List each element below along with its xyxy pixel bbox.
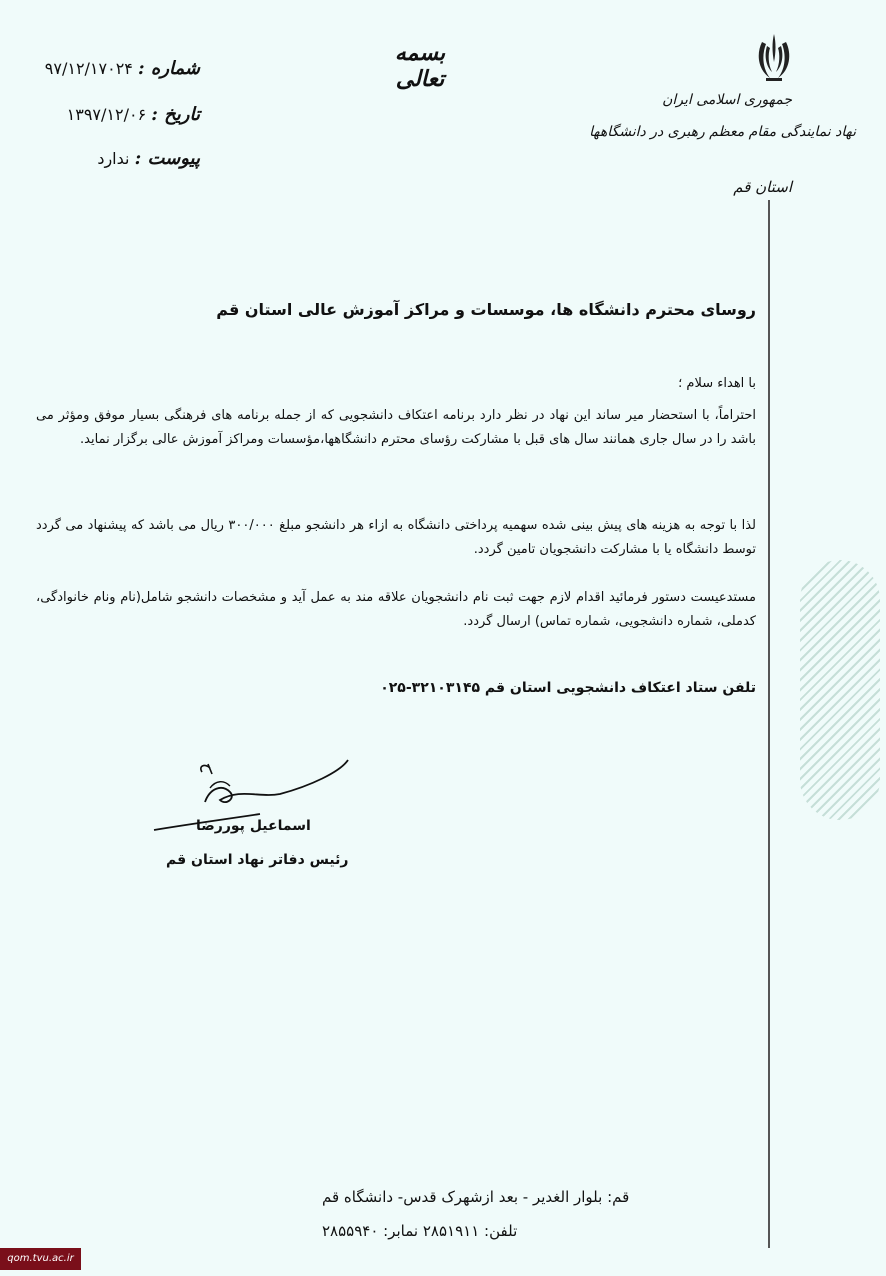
recipient-heading: روسای محترم دانشگاه ها، موسسات و مراکز آموزش عالی استان قم: [216, 300, 756, 319]
org-name-line1: جمهوری اسلامی ایران: [662, 92, 792, 108]
letter-attachment: [40, 148, 200, 169]
date-label: تاریخ :: [151, 104, 200, 125]
paragraph-1: احتراماً، با استحضار میر ساند این نهاد در نظر دارد برنامه اعتکاف دانشجویی که از جمله برنامه های فرهنگی بسیار موفق ومؤثر می باشد را در سال جاری همانند سال های قبل با مشارکت رؤسای محترم دانشگاهها،مؤسسات ومراکز آموزش عالی برگزار نماید.: [36, 408, 756, 447]
number-label: شماره :: [137, 58, 200, 79]
site-tag: qom.tvu.ac.ir: [0, 1248, 81, 1270]
letter-number: [40, 58, 200, 79]
iran-emblem-icon: [754, 32, 794, 84]
footer-phones: تلفن: ۲۸۵۱۹۱۱ نمابر: ۲۸۵۵۹۴۰: [322, 1222, 518, 1240]
attachment-value: ندارد: [97, 149, 130, 168]
signer-name: اسماعیل پوررضا: [196, 818, 311, 834]
footer-address: قم: بلوار الغدیر - بعد ازشهرک قدس- دانشگاه قم: [322, 1188, 630, 1206]
greeting: با اهداء سلام ؛: [678, 376, 756, 391]
org-name-line2: نهاد نمایندگی مقام معظم رهبری در دانشگاهها: [589, 124, 856, 140]
paragraph-3: مستدعیست دستور فرمائید اقدام لازم جهت ثبت نام دانشجویان علاقه مند به عمل آید و مشخصات دانشجو شامل(نام ونام خانوادگی، کدملی، شماره دانشجویی، شماره تماس) ارسال گردد.: [36, 590, 756, 629]
number-value: ۹۷/۱۲/۱۷۰۲۴: [44, 59, 133, 78]
watermark-stamp: [800, 560, 880, 820]
attachment-label: پیوست :: [134, 148, 200, 169]
phone-line: تلفن ستاد اعتکاف دانشجویی استان قم ۳۲۱۰۳۱۴۵-۰۲۵: [380, 680, 756, 696]
signer-title: رئیس دفاتر نهاد استان قم: [166, 852, 349, 868]
margin-line: [768, 200, 770, 1248]
paragraph-2: لذا با توجه به هزینه های پیش بینی شده سهمیه پرداختی دانشگاه به ازاء هر دانشجو مبلغ ۳۰۰/۰۰۰ ریال می باشد که پیشنهاد می گردد توسط دانشگاه یا با مشارکت دانشجویان تامین گردد.: [36, 518, 756, 557]
basmala: بسمه تعالی: [394, 40, 446, 92]
date-value: ۱۳۹۷/۱۲/۰۶: [66, 105, 147, 124]
org-name-line3: استان قم: [733, 178, 792, 196]
letter-date: [40, 104, 200, 125]
